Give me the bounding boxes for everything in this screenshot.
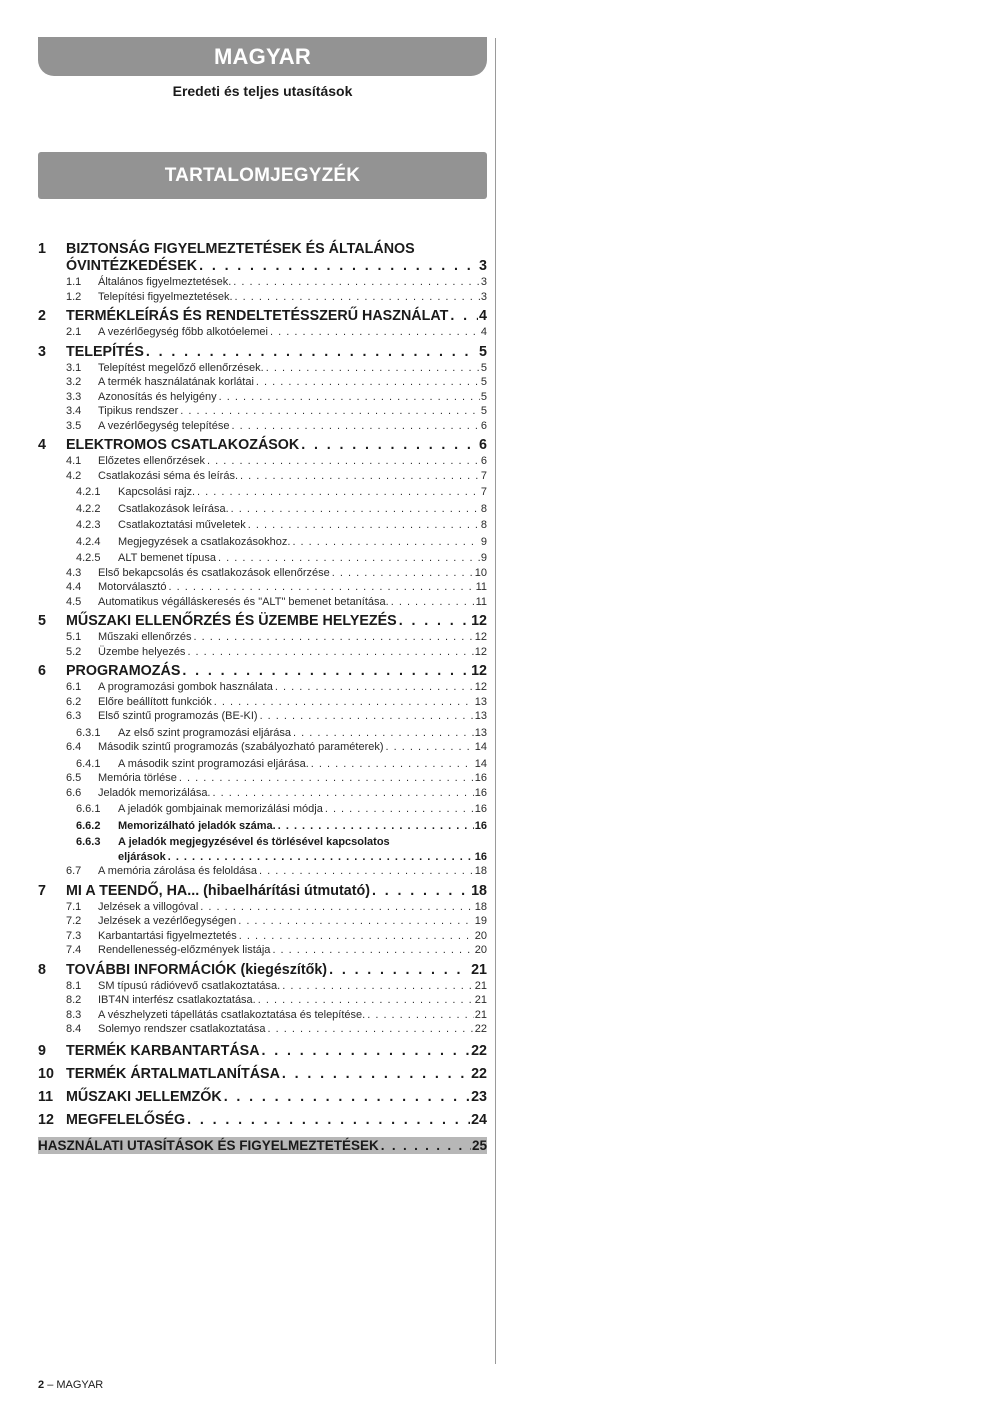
toc-entry-6-7[interactable]	[38, 864, 487, 879]
toc-entry-6-4-1[interactable]	[38, 757, 487, 772]
toc-title: Első szintű programozás (BE-KI)	[98, 710, 258, 722]
toc-number: 4.4	[66, 581, 82, 593]
toc-leader	[257, 864, 474, 879]
toc-title: Első bekapcsolás és csatlakozások ellenőrzése	[98, 566, 330, 579]
toc-leader	[266, 1022, 474, 1037]
toc-page: 12	[474, 681, 487, 693]
toc-title: A termék használatának korlátai	[98, 376, 254, 388]
toc-page: 21	[474, 979, 487, 992]
toc-entry-3-2[interactable]	[38, 375, 487, 390]
toc-number: 4	[38, 437, 46, 453]
toc-number: 8.4	[66, 1023, 82, 1035]
toc-number: 11	[38, 1088, 54, 1105]
toc-entry-2-1[interactable]	[38, 325, 487, 340]
toc-entry-11[interactable]	[38, 1089, 487, 1106]
toc-title: IBT4N interfész csatlakoztatása.	[98, 994, 256, 1006]
toc-entry-4-2-5[interactable]	[38, 551, 487, 566]
toc-title: Általános figyelmeztetések.	[98, 276, 232, 288]
toc-entry-3-5[interactable]	[38, 419, 487, 434]
toc-entry-6-6[interactable]	[38, 786, 487, 801]
toc-leader	[236, 914, 474, 929]
toc-leader	[379, 1137, 471, 1154]
toc-entry-10[interactable]	[38, 1066, 487, 1083]
toc-page: 19	[474, 915, 487, 927]
toc-page: 22	[471, 1042, 487, 1059]
toc-title: A memória zárolása és feloldása	[98, 865, 257, 877]
toc-page: 12	[474, 645, 487, 658]
toc-entry-7-3[interactable]	[38, 929, 487, 944]
toc-page: 6	[479, 437, 487, 453]
toc-leader	[166, 850, 474, 865]
toc-page: 25	[471, 1137, 487, 1153]
toc-leader	[238, 469, 480, 484]
toc-page: 14	[474, 757, 487, 770]
toc-title: Motorválasztó	[98, 581, 167, 593]
toc-leader	[370, 883, 470, 900]
toc-leader	[177, 771, 474, 786]
toc-leader	[397, 613, 470, 630]
toc-leader	[327, 962, 470, 979]
toc-number: 7.4	[66, 944, 82, 956]
toc-leader	[212, 695, 474, 710]
toc-number: 4.1	[66, 455, 82, 467]
toc-entry-6-6-3[interactable]	[38, 835, 487, 850]
toc-leader	[233, 290, 480, 305]
toc-page: 18	[474, 865, 487, 877]
toc-leader	[205, 454, 480, 469]
toc-title: A jeladók megjegyzésével és törlésével kapcsolatos	[118, 836, 390, 848]
toc-number: 8.3	[66, 1008, 82, 1021]
toc-title: PROGRAMOZÁS	[66, 663, 181, 679]
toc-leader	[299, 437, 478, 454]
toc-number: 5	[38, 613, 46, 629]
toc-title: A vészhelyzeti tápellátás csatlakoztatása és telepítése.	[98, 1008, 366, 1021]
toc-number: 6.6.2	[76, 819, 101, 832]
toc-leader	[229, 502, 480, 517]
toc-leader	[216, 551, 480, 566]
toc-title: SM típusú rádióvevő csatlakoztatása.	[98, 979, 281, 992]
toc-heading: TARTALOMJEGYZÉK	[38, 152, 487, 199]
toc-leader	[290, 535, 479, 550]
toc-entry-8-4[interactable]	[38, 1022, 487, 1037]
toc-leader	[166, 580, 474, 595]
toc-entry-4-2-2[interactable]	[38, 502, 487, 517]
toc-title: eljárások	[118, 850, 166, 863]
toc-title: Rendellenesség-előzmények listája	[98, 944, 271, 956]
toc-page: 3	[480, 290, 487, 303]
toc-page: 16	[474, 772, 487, 784]
toc-title: A programozási gombok használata	[98, 681, 273, 693]
footer-language: – MAGYAR	[47, 1379, 104, 1391]
toc-page: 7	[480, 469, 487, 482]
toc-leader	[280, 1066, 470, 1083]
toc-leader	[185, 1112, 470, 1129]
toc-number: 4.2.5	[76, 552, 101, 564]
toc-page: 9	[480, 552, 487, 564]
toc-title: TERMÉKLEÍRÁS ÉS RENDELTETÉSSZERŰ HASZNÁLAT	[66, 308, 449, 324]
toc-leader	[309, 757, 474, 772]
toc-number: 3.2	[66, 376, 82, 388]
toc-entry-1[interactable]	[38, 241, 487, 258]
toc-page: 8	[480, 502, 487, 515]
table-of-contents	[38, 241, 487, 1154]
toc-entry-3-3[interactable]	[38, 390, 487, 405]
toc-title: A második szint programozási eljárása.	[118, 757, 309, 770]
toc-number: 7.3	[66, 929, 82, 942]
column-divider	[495, 38, 496, 1364]
toc-page: 9	[480, 535, 487, 548]
toc-page: 5	[480, 361, 487, 374]
toc-page: 21	[474, 994, 487, 1006]
toc-page: 21	[474, 1008, 487, 1021]
toc-leader	[365, 1008, 474, 1023]
toc-page: 4	[480, 326, 487, 338]
toc-page: 23	[471, 1088, 487, 1105]
toc-entry-7-4[interactable]	[38, 943, 487, 958]
toc-number: 3.1	[66, 361, 82, 374]
toc-number: 6.2	[66, 695, 82, 708]
toc-title: BIZTONSÁG FIGYELMEZTETÉSEK ÉS ÁLTALÁNOS	[66, 241, 415, 257]
toc-title: A vezérlőegység telepítése	[98, 419, 230, 432]
toc-leader	[273, 680, 474, 695]
toc-page: 5	[480, 376, 487, 388]
toc-title: Üzembe helyezés	[98, 645, 186, 658]
toc-page: 13	[474, 710, 487, 722]
toc-title: MI A TEENDŐ, HA... (hibaelhárítási útmutató)	[66, 882, 370, 899]
toc-page: 20	[474, 944, 487, 956]
toc-leader	[268, 325, 480, 340]
toc-leader	[264, 361, 480, 376]
toc-leader	[389, 595, 475, 610]
toc-entry-4-2-1[interactable]	[38, 485, 487, 500]
toc-entry-6-4[interactable]	[38, 740, 487, 755]
toc-page: 3	[480, 276, 487, 288]
toc-entry-6-6-2[interactable]	[38, 819, 487, 834]
toc-title: A vezérlőegység főbb alkotóelemei	[98, 326, 268, 338]
toc-page: 18	[474, 900, 487, 913]
toc-entry-4-2-3[interactable]	[38, 518, 487, 533]
toc-entry-6[interactable]	[38, 663, 487, 680]
toc-title: Megjegyzések a csatlakozásokhoz.	[118, 535, 291, 548]
toc-page: 11	[475, 595, 487, 608]
toc-page: 21	[471, 961, 487, 978]
toc-page: 11	[475, 581, 487, 593]
toc-title: Automatikus végálláskeresés és "ALT" bemenet betanítása.	[98, 595, 389, 608]
toc-leader	[211, 786, 474, 801]
toc-title: ELEKTROMOS CSATLAKOZÁSOK	[66, 437, 300, 453]
toc-leader	[323, 802, 474, 817]
toc-number: 6.3	[66, 710, 82, 722]
toc-number: 3.4	[66, 405, 82, 417]
toc-entry-1-cont[interactable]	[38, 258, 487, 275]
footer-page-number: 2	[38, 1379, 45, 1391]
toc-title: Tipikus rendszer	[98, 405, 179, 417]
toc-entry-6-6-1[interactable]	[38, 802, 487, 817]
toc-title: MŰSZAKI ELLENŐRZÉS ÉS ÜZEMBE HELYEZÉS	[66, 613, 397, 629]
toc-title: Előzetes ellenőrzések	[98, 455, 206, 467]
toc-leader	[280, 979, 474, 994]
toc-leader	[231, 275, 480, 290]
toc-number: 7	[38, 882, 46, 899]
toc-number: 8.1	[66, 979, 82, 992]
page-footer	[38, 1379, 103, 1391]
toc-title: Memorizálható jeladók száma.	[118, 819, 276, 832]
toc-title: A jeladók gombjainak memorizálási módja	[118, 803, 323, 815]
toc-number: 3.5	[66, 419, 82, 432]
toc-page: 4	[479, 308, 487, 324]
toc-title: Második szintű programozás (szabályozható paraméterek)	[98, 741, 384, 753]
toc-entry-5[interactable]	[38, 613, 487, 630]
toc-leader	[246, 518, 480, 533]
toc-leader	[270, 943, 473, 958]
toc-entry-3-1[interactable]	[38, 361, 487, 376]
toc-number: 1.1	[66, 276, 82, 288]
toc-entry-1-2[interactable]	[38, 290, 487, 305]
toc-leader	[229, 419, 479, 434]
toc-number: 6.6	[66, 786, 82, 799]
toc-page: 16	[474, 819, 487, 832]
toc-leader	[195, 485, 480, 500]
toc-title: Memória törlése	[98, 772, 177, 784]
toc-page: 6	[480, 419, 487, 432]
toc-number: 3.3	[66, 390, 82, 403]
toc-title: Műszaki ellenőrzés	[98, 631, 192, 643]
toc-title: ALT bemenet típusa	[118, 552, 217, 564]
toc-entry-12[interactable]	[38, 1112, 487, 1129]
toc-page: 22	[471, 1065, 487, 1082]
toc-leader	[254, 375, 480, 390]
toc-title: Az első szint programozási eljárása	[118, 726, 292, 739]
toc-leader	[260, 1043, 471, 1060]
toc-number: 4.2.1	[76, 486, 101, 498]
toc-number: 12	[38, 1111, 54, 1128]
toc-title: Jeladók memorizálása.	[98, 786, 211, 799]
toc-leader	[180, 663, 470, 680]
toc-entry-4-2[interactable]	[38, 469, 487, 484]
toc-leader	[256, 993, 474, 1008]
toc-number: 8	[38, 961, 46, 978]
toc-number: 2	[38, 308, 46, 324]
toc-title: Telepítést megelőző ellenőrzések.	[98, 361, 264, 374]
toc-entry-7-1[interactable]	[38, 900, 487, 915]
toc-leader	[384, 740, 474, 755]
toc-title: TOVÁBBI INFORMÁCIÓK (kiegészítők)	[66, 961, 328, 978]
toc-title: MEGFELELŐSÉG	[66, 1111, 186, 1128]
toc-number: 6.5	[66, 772, 82, 784]
toc-leader	[144, 344, 478, 361]
toc-number: 4.2.2	[76, 502, 101, 515]
toc-entry-5-2[interactable]	[38, 645, 487, 660]
toc-page: 16	[474, 850, 487, 863]
toc-title: HASZNÁLATI UTASÍTÁSOK ÉS FIGYELMEZTETÉSEK	[38, 1137, 379, 1153]
toc-entry-6-6-3-cont[interactable]	[38, 850, 487, 865]
toc-title: Csatlakozások leírása.	[118, 502, 229, 515]
toc-title: Jelzések a vezérlőegységen	[98, 915, 237, 927]
toc-entry-6-5[interactable]	[38, 771, 487, 786]
toc-title: MŰSZAKI JELLEMZŐK	[66, 1088, 222, 1105]
toc-page: 5	[480, 405, 487, 417]
toc-page: 18	[471, 882, 487, 899]
toc-entry-2[interactable]	[38, 308, 487, 325]
toc-entry-6-2[interactable]	[38, 695, 487, 710]
toc-title: Csatlakoztatási műveletek	[118, 519, 246, 531]
toc-page: 5	[480, 390, 487, 403]
toc-page: 13	[474, 695, 487, 708]
toc-title: TELEPÍTÉS	[66, 343, 144, 360]
toc-leader	[291, 726, 474, 741]
toc-page: 14	[474, 741, 487, 753]
toc-number: 4.3	[66, 566, 82, 579]
toc-leader	[192, 630, 474, 645]
toc-title: Jelzések a villogóval	[98, 900, 199, 913]
toc-leader	[222, 1089, 470, 1106]
toc-entry-7[interactable]	[38, 883, 487, 900]
toc-page: 24	[471, 1111, 487, 1128]
document-subtitle: Eredeti és teljes utasítások	[172, 83, 353, 99]
toc-entry-4[interactable]	[38, 437, 487, 454]
toc-number: 6	[38, 663, 46, 679]
toc-number: 7.2	[66, 915, 82, 927]
toc-title: TERMÉK ÁRTALMATLANÍTÁSA	[66, 1065, 280, 1082]
toc-entry-8-3[interactable]	[38, 1008, 487, 1023]
toc-title: ÓVINTÉZKEDÉSEK	[66, 258, 198, 274]
toc-entry-user-instructions[interactable]	[38, 1137, 487, 1154]
left-column	[38, 37, 487, 1154]
toc-number: 4.2.3	[76, 519, 101, 531]
toc-entry-4-3[interactable]	[38, 566, 487, 581]
toc-title: Karbantartási figyelmeztetés	[98, 929, 237, 942]
toc-page: 12	[471, 663, 487, 679]
toc-number: 4.5	[66, 595, 82, 608]
toc-leader	[330, 566, 474, 581]
toc-number: 6.4	[66, 741, 82, 753]
toc-entry-3-4[interactable]	[38, 404, 487, 419]
toc-entry-5-1[interactable]	[38, 630, 487, 645]
toc-title: Előre beállított funkciók	[98, 695, 212, 708]
toc-page: 22	[474, 1023, 487, 1035]
toc-number: 10	[38, 1065, 54, 1082]
toc-leader	[217, 390, 480, 405]
toc-entry-1-1[interactable]	[38, 275, 487, 290]
toc-number: 2.1	[66, 326, 82, 338]
toc-leader	[448, 308, 478, 325]
toc-page: 10	[474, 566, 487, 579]
toc-leader	[198, 900, 473, 915]
toc-leader	[185, 645, 473, 660]
toc-title: Azonosítás és helyigény	[98, 390, 217, 403]
toc-number: 8.2	[66, 994, 82, 1006]
toc-leader	[197, 258, 478, 275]
toc-title: Telepítési figyelmeztetések.	[98, 290, 233, 303]
toc-page: 3	[479, 258, 487, 274]
toc-leader	[237, 929, 474, 944]
toc-page: 16	[474, 803, 487, 815]
toc-page: 12	[474, 631, 487, 643]
toc-number: 3	[38, 343, 46, 360]
toc-page: 20	[474, 929, 487, 942]
toc-entry-4-4[interactable]	[38, 580, 487, 595]
toc-number: 5.1	[66, 631, 82, 643]
toc-number: 4.2	[66, 469, 82, 482]
toc-page: 5	[479, 343, 487, 360]
toc-title: Csatlakozási séma és leírás.	[98, 469, 238, 482]
toc-page: 6	[480, 455, 487, 467]
toc-number: 6.6.3	[76, 836, 101, 848]
toc-number: 1	[38, 241, 46, 257]
toc-entry-8-2[interactable]	[38, 993, 487, 1008]
toc-number: 9	[38, 1042, 46, 1059]
toc-number: 6.6.1	[76, 803, 101, 815]
toc-number: 7.1	[66, 900, 82, 913]
toc-page: 12	[471, 613, 487, 629]
toc-entry-9[interactable]	[38, 1043, 487, 1060]
toc-page: 8	[480, 519, 487, 531]
toc-title: Kapcsolási rajz.	[118, 486, 196, 498]
toc-entry-4-5[interactable]	[38, 595, 487, 610]
toc-title: Solemyo rendszer csatlakoztatása	[98, 1023, 266, 1035]
toc-entry-8[interactable]	[38, 962, 487, 979]
toc-entry-3[interactable]	[38, 344, 487, 361]
language-banner: MAGYAR	[38, 37, 487, 76]
toc-number: 6.3.1	[76, 726, 101, 739]
toc-page: 7	[480, 486, 487, 498]
toc-number: 6.1	[66, 681, 82, 693]
toc-leader	[276, 819, 474, 834]
toc-number: 6.4.1	[76, 757, 101, 770]
toc-entry-8-1[interactable]	[38, 979, 487, 994]
toc-number: 5.2	[66, 645, 82, 658]
toc-leader	[178, 404, 480, 419]
toc-number: 1.2	[66, 290, 82, 303]
toc-number: 4.2.4	[76, 535, 101, 548]
toc-page: 13	[474, 726, 487, 739]
toc-leader	[258, 709, 474, 724]
toc-page: 16	[474, 786, 487, 799]
toc-entry-6-3-1[interactable]	[38, 726, 487, 741]
toc-title: TERMÉK KARBANTARTÁSA	[66, 1042, 260, 1059]
toc-entry-4-2-4[interactable]	[38, 535, 487, 550]
toc-entry-4-1[interactable]	[38, 454, 487, 469]
toc-entry-6-3[interactable]	[38, 709, 487, 724]
toc-entry-7-2[interactable]	[38, 914, 487, 929]
toc-number: 6.7	[66, 865, 82, 877]
toc-entry-6-1[interactable]	[38, 680, 487, 695]
